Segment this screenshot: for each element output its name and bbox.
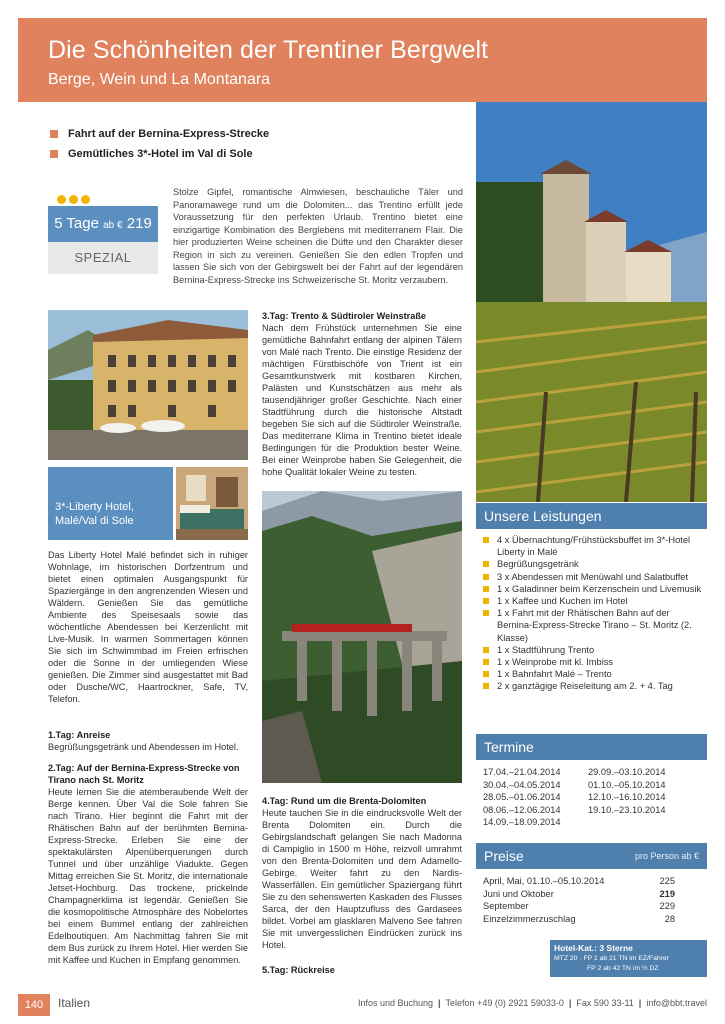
dates-row [483, 804, 703, 817]
price-label: Einzelzimmerzuschlag [483, 913, 576, 924]
price-label: September [483, 901, 529, 911]
day-5-title: 5.Tag: Rückreise [262, 965, 335, 975]
price-row [483, 900, 675, 913]
price-value: 225 [659, 876, 675, 886]
prices-note: pro Person ab € [634, 851, 699, 861]
footer-info: Infos und Buchung [357, 998, 434, 1008]
highlights-list [48, 124, 468, 164]
rating-dots-icon [57, 191, 97, 203]
intro-text: Stolze Gipfel, romantische Almwiesen, beschauliche Täler und Panoramawege rund um die Dolomiten... das Trentino erfüllt jede Voraussetzung für den perfekten Urlaub. Trentino bietet eine einzigartige Kombination des Berglebens mit mediterranem Flair. Die hier produzierten Weine scheinen die Düfte und den Charakter dieser Region in sich zu vereinen. Genießen Sie den edlen Tropfen und lassen Sie sich von der Gebirgswelt bei der Fahrt auf der legendären Bernina-Express-Strecke ins Schweizerische St. Moritz verzaubern. [173, 187, 463, 285]
services-list [480, 534, 702, 693]
service-item: 1 x Weinprobe mit kl. Imbiss [480, 656, 702, 668]
service-item: 2 x ganztägige Reiseleitung am 2. + 4. Tag [480, 680, 702, 692]
day-3-column [262, 310, 462, 478]
services-title: Unsere Leistungen [484, 508, 602, 524]
hotel-category-line-2: FP 2 ab 42 TN im ½ DZ [587, 965, 659, 972]
hotel-category-title: Hotel-Kat.: 3 Sterne [554, 943, 633, 953]
day-4-title: 4.Tag: Rund um die Brenta-Dolomiten [262, 796, 427, 806]
date-cell: 30.04.–04.05.2014 [483, 779, 561, 790]
day-4-5-column [262, 795, 462, 976]
service-item: 1 x Fahrt mit der Rhätischen Bahn auf der Bernina-Express-Strecke Tirano – St. Moritz (2. Klasse) [480, 607, 702, 644]
date-cell: 08.06.–12.06.2014 [483, 804, 561, 815]
service-item: 1 x Stadtführung Trento [480, 644, 702, 656]
duration-price-badge [48, 206, 158, 242]
dates-row [483, 816, 703, 829]
service-item: 1 x Kaffee und Kuchen im Hotel [480, 595, 702, 607]
service-item: 1 x Galadinner beim Kerzenschein und Livemusik [480, 583, 702, 595]
hotel-title: 3*-Liberty Hotel, Malé/Val di Sole [55, 501, 134, 527]
prices-header [476, 843, 707, 869]
prices-title: Preise [484, 848, 524, 864]
date-cell: 29.09.–03.10.2014 [588, 767, 666, 777]
service-item: 1 x Bahnfahrt Malé – Trento [480, 668, 702, 680]
badge-price: 219 [126, 215, 152, 232]
badge-from: ab € [103, 220, 123, 231]
hotel-photo [48, 310, 248, 460]
hotel-category-line-1: MTZ 20 · FP 1 ab 21 TN im EZ/Fahrer [554, 955, 669, 962]
highlight-item: Gemütliches 3*-Hotel im Val di Sole [48, 144, 468, 164]
footer-email-link[interactable]: info@bbt.travel [646, 998, 707, 1008]
dates-row [483, 766, 703, 779]
footer-contact: Infos und Buchung | Telefon +49 (0) 2921 59033-0 | Fax 590 33-11 | info@bbt.travel [357, 998, 707, 1008]
page-number: 140 [18, 994, 50, 1016]
page-title: Die Schönheiten der Trentiner Bergwelt [48, 36, 489, 64]
dates-title: Termine [484, 739, 534, 755]
date-cell [588, 816, 693, 829]
hotel-room-photo [176, 467, 248, 540]
price-row [483, 888, 675, 901]
bernina-train-photo [262, 491, 462, 783]
dates-table [483, 766, 703, 829]
badge-days: 5 Tage [54, 215, 99, 232]
day-1-title: 1.Tag: Anreise [48, 730, 111, 740]
dates-row [483, 779, 703, 792]
date-cell: 14.09.–18.09.2014 [483, 817, 561, 827]
footer-category: Italien [58, 996, 91, 1010]
service-item: 3 x Abendessen mit Menüwahl und Salatbuffet [480, 571, 702, 583]
footer-phone: Telefon +49 (0) 2921 59033-0 [445, 998, 564, 1008]
page-header [18, 18, 707, 102]
hotel-and-day-column [48, 549, 248, 966]
day-3-title: 3.Tag: Trento & Südtiroler Weinstraße [262, 311, 427, 321]
hotel-title-box [48, 467, 173, 540]
day-2-title: 2.Tag: Auf der Bernina-Express-Strecke von Tirano nach St. Moritz [48, 763, 240, 785]
price-row [483, 875, 675, 888]
day-1-text: Begrüßungsgetränk und Abendessen im Hotel. [48, 742, 239, 752]
price-label: April, Mai, 01.10.–05.10.2014 [483, 876, 605, 886]
dates-row [483, 791, 703, 804]
price-value: 28 [664, 913, 675, 924]
date-cell: 01.10.–05.10.2014 [588, 779, 666, 790]
price-value: 219 [659, 888, 675, 899]
prices-table [483, 875, 675, 925]
price-row [483, 913, 675, 926]
footer-fax: Fax 590 33-11 [576, 998, 634, 1008]
castle-vineyard-photo [476, 102, 707, 502]
day-2-text: Heute lernen Sie die atemberaubende Welt der Berge kennen. Über Val die Sole fahren Sie nach Tirano. Hier beginnt die Fahrt mit der Rhätischen Bahn auf der berühmten Bernina-Express-Strecke. Erleben Sie eine der spektakulärsten Alpenüberquerungen durch Tunnel und über unzählige Viadukte. Gegen Mittag erreichen Sie St. Moritz, die internationale Jetset-Hochburg. Das trockene, prickelnde Champagnerklima ist legendär. Genießen Sie die kosmopolitische Atmosphäre des Nobelortes bei einem Bummel entlang der zahlreichen Edelboutiquen. Am Nachmittag fahren Sie mit dem Bus zurück zu Ihrem Hotel. Hier werden Sie mit Kaffee und Kuchen in Empfang genommen. [48, 787, 248, 965]
services-header [476, 503, 707, 529]
page-subtitle: Berge, Wein und La Montanara [48, 71, 271, 88]
service-item: Begrüßungsgetränk [480, 558, 702, 570]
hotel-description: Das Liberty Hotel Malé befindet sich in ruhiger Wohnlage, im historischen Dorfzentrum und bietet einen optimalen Ausgangspunkt für Spaziergänge in den angrenzenden Wiesen und Wäldern. Genießen Sie das gemütliche Ambiente des Speisesaals sowie das wöchentliche Abendessen bei Kerzenlicht mit Live-Musik. In warmen Sommertagen können Sie sich im Schwimmbad im Freien erfrischen oder die Sonne in der umliegenden Wiese genießen. Die Zimmer sind ausgestattet mit Bad oder Dusche/WC, Haartrockner, Safe, TV, Telefon. [48, 550, 248, 704]
price-label: Juni und Oktober [483, 888, 554, 899]
day-4-text: Heute tauchen Sie in die eindrucksvolle Welt der Brenta Dolomiten ein. Durch die Gebirgslandschaft gelangen Sie nach Madonna di Campiglio in 1500 m Höhe, reizvoll umrahmt von den Brenta-Dolomiten und dem Adamello-Gebirge. Weiter fahrt zu den Nardis-Wasserfällen. Ein gemütlicher Spaziergang führt Sie zu den sehenswerten Kaskaden des Flusses Sarca, der den Hauptzufluss des Gardasees bildet. Vorbei am glasklaren Malveno See fahren Sie mit unvergesslichen Eindrücken zurück ins Hotel. [262, 808, 462, 950]
dates-header [476, 734, 707, 760]
spezial-badge: SPEZIAL [48, 242, 158, 274]
date-cell: 19.10.–23.10.2014 [588, 804, 666, 815]
hotel-category-box [550, 940, 707, 977]
highlight-item: Fahrt auf der Bernina-Express-Strecke [48, 124, 468, 144]
date-cell: 17.04.–21.04.2014 [483, 767, 561, 777]
service-item: 4 x Übernachtung/Frühstücksbuffet im 3*-Hotel Liberty in Malé [480, 534, 702, 558]
day-3-text: Nach dem Frühstück unternehmen Sie eine gemütliche Bahnfahrt entlang der alpinen Tälern von Malé nach Trento. Die einstige Residenz der mächtigen Fürstbischöfe von Trient ist ein Gesamtkunstwerk mit kostbaren Kirchen, Palästen und Kunstschätzen aus mehr als tausendjähriger großer Geschichte. Nach einer Stadtführung durch die historische Altstadt begeben Sie sich auf die Südtiroler Weinstraße. Das mediterrane Klima in Trentino bietet ideale Bedingungen für die Produktion bester Weine. Bei einer Weinprobe haben Sie Gelegenheit, die hohe Qualität lokaler Weine zu testen. [262, 323, 462, 477]
date-cell: 12.10.–16.10.2014 [588, 792, 666, 802]
price-value: 229 [659, 901, 675, 911]
date-cell: 28.05.–01.06.2014 [483, 792, 561, 802]
